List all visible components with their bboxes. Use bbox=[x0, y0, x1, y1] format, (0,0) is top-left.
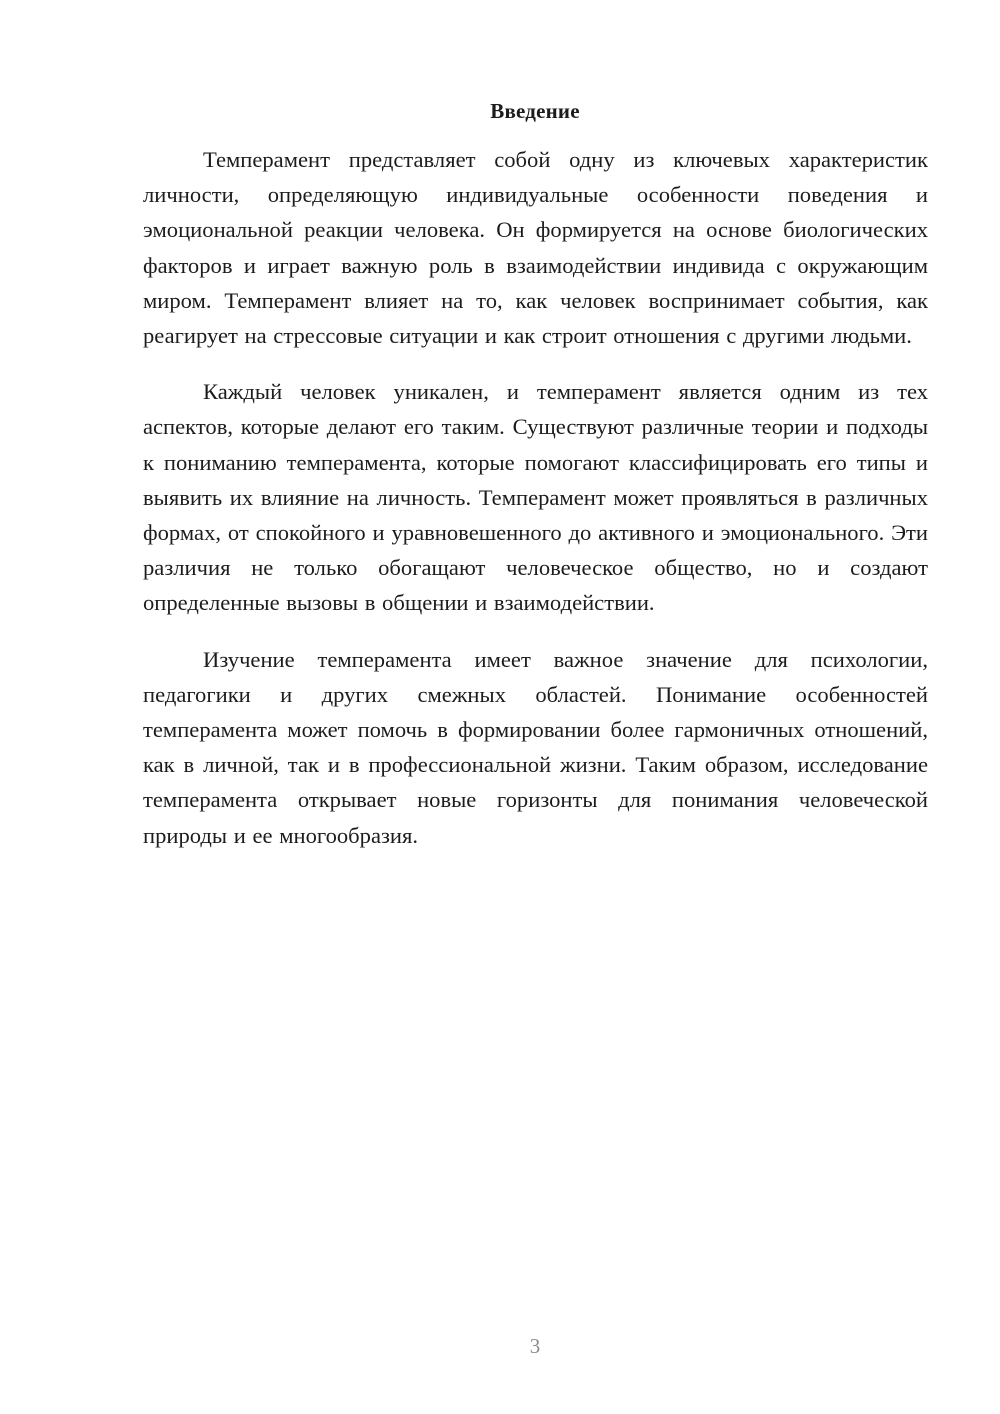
paragraph-1: Темперамент представляет собой одну из ключевых характеристик личности, определяющую индивидуальные особенности поведения и эмоциональной реакции человека. Он формируется на основе биологических факторов и играет важную роль в взаимодействии индивида с окружающим миром. Темперамент влияет на то, как человек воспринимает события, как реагирует на стрессовые ситуации и как строит отношения с другими людьми. bbox=[143, 147, 928, 349]
paragraph-2: Каждый человек уникален, и темперамент является одним из тех аспектов, которые делают его таким. Существуют различные теории и подходы к пониманию темперамента, которые помогают классифицировать его типы и выявить их влияние на личность. Темперамент может проявляться в различных формах, от спокойного и уравновешенного до активного и эмоционального. Эти различия не только обогащают человеческое общество, но и создают определенные вызовы в общении и взаимодействии. bbox=[143, 379, 928, 616]
body-text bbox=[143, 142, 928, 874]
paragraph-3: Изучение темперамента имеет важное значение для психологии, педагогики и других смежных областей. Понимание особенностей темперамента может помочь в формировании более гармоничных отношений, как в личной, так и в профессиональной жизни. Таким образом, исследование темперамента открывает новые горизонты для понимания человеческой природы и ее многообразия. bbox=[143, 646, 928, 848]
section-heading: Введение bbox=[490, 99, 580, 123]
page-number: 3 bbox=[529, 1334, 541, 1358]
